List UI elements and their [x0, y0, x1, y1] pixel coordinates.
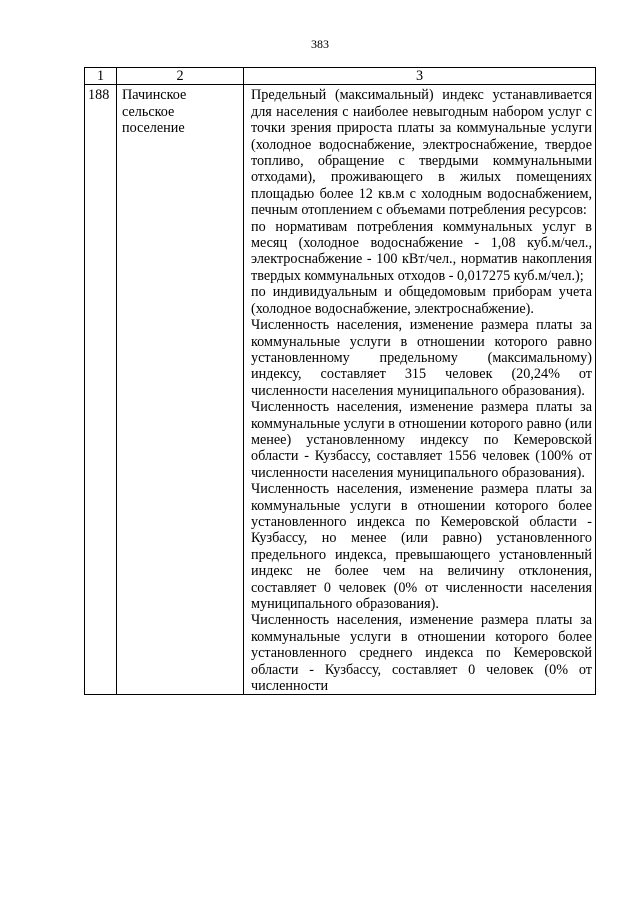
description-paragraph: Численность населения, изменение размера платы за коммунальные услуги в отношении которого равно (или менее) установленному индексу по Кемеровской области - Кузбассу, составляет 1556 человек (100% от численности населения муниципального образования).	[251, 399, 592, 481]
description-paragraph: Численность населения, изменение размера платы за коммунальные услуги в отношении которого более установленного индекса по Кемеровской области - Кузбассу, но менее (или равно) установленного предельного индекса, превышающего установленный индекс не более чем на величину отклонения, составляет 0 человек (0% от численности населения муниципального образования).	[251, 481, 592, 612]
description-paragraph: Численность населения, изменение размера платы за коммунальные услуги в отношении которого более установленного среднего индекса по Кемеровской области - Кузбассу, составляет 0 человек (0% от численности	[251, 612, 592, 695]
description-paragraph: Предельный (максимальный) индекс устанавливается для населения с наиболее невыгодным набором услуг с точки зрения прироста платы за коммунальные услуги (холодное водоснабжение, электроснабжение, твердое топливо, обращение с твердыми коммунальными отходами), проживающего в жилых помещениях площадью более 12 кв.м с холодным водоснабжением, печным отоплением с объемами потребления ресурсов:	[251, 87, 592, 219]
description-paragraph: по индивидуальным и общедомовым приборам учета (холодное водоснабжение, электроснабжение).	[251, 284, 592, 317]
page-number: 383	[311, 37, 329, 51]
column-header-3: 3	[244, 68, 596, 85]
description-paragraph: по нормативам потребления коммунальных услуг в месяц (холодное водоснабжение - 1,08 куб.м/чел., электроснабжение - 100 кВт/чел., норматив накопления твердых коммунальных отходов - 0,017275 куб.м/чел.);	[251, 218, 592, 284]
column-header-2: 2	[117, 68, 244, 85]
settlement-name-line: поселение	[122, 120, 185, 137]
index-table	[84, 67, 596, 695]
settlement-name-line: сельское	[122, 103, 175, 120]
description-paragraph: Численность населения, изменение размера платы за коммунальные услуги в отношении которого равно установленному предельному (максимальному) индексу, составляет 315 человек (20,24% от численности населения муниципального образования).	[251, 317, 592, 399]
column-header-1: 1	[85, 68, 117, 85]
row-number: 188	[85, 85, 117, 695]
table-row	[85, 85, 596, 695]
description-cell	[244, 85, 596, 695]
settlement-name-line: Пачинское	[122, 87, 187, 104]
table-header-row	[85, 68, 596, 85]
settlement-name	[117, 85, 244, 695]
